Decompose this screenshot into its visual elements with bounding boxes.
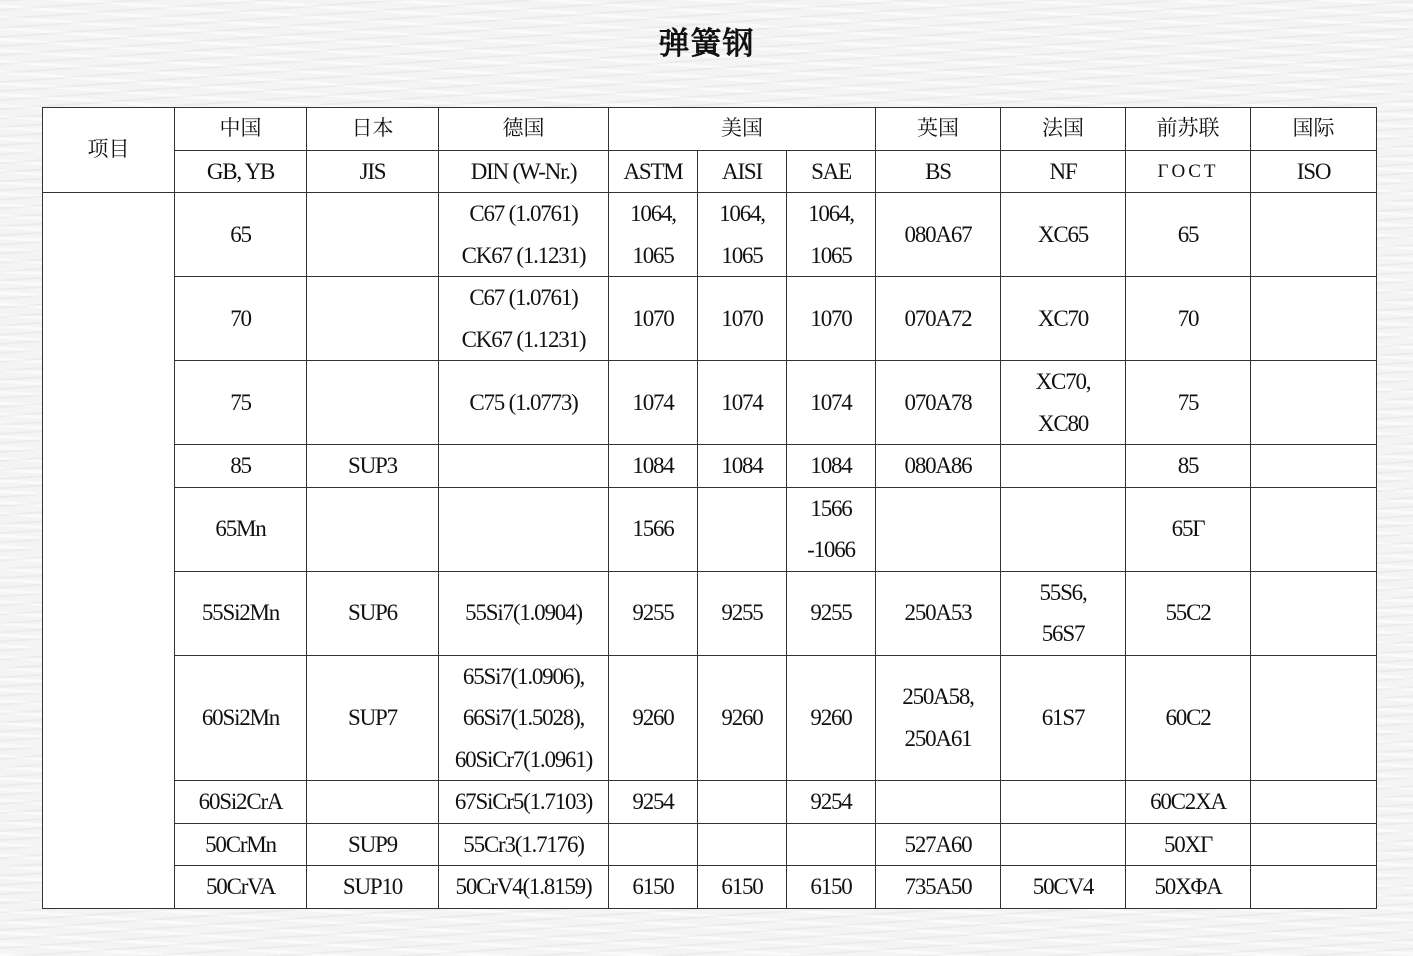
grade-us-aisi xyxy=(698,823,787,866)
cell-line: 250A53 xyxy=(904,600,972,626)
grade-cn-gb: 65 xyxy=(175,193,307,277)
grade-us-sae xyxy=(787,445,876,488)
cell-line: 250A58, xyxy=(902,684,974,710)
cell-line: 735A50 xyxy=(904,874,972,899)
cell-line: 9255 xyxy=(632,600,674,626)
grade-cn-gb: 85 xyxy=(175,445,307,488)
cell-line: 1070 xyxy=(810,305,852,331)
header-std-sae: SAE xyxy=(787,150,876,193)
grade-de-din xyxy=(439,487,609,571)
grade-us-astm xyxy=(609,823,698,866)
grade-uk-bs xyxy=(876,655,1001,781)
cell-line: 1566 xyxy=(632,516,674,542)
grade-jp-jis xyxy=(307,487,439,571)
grade-de-din xyxy=(439,277,609,361)
cell-line: 070A72 xyxy=(904,305,972,331)
header-country-ussr: 前苏联 xyxy=(1126,108,1251,151)
header-country-usa: 美国 xyxy=(609,108,876,151)
cell-line: 1084 xyxy=(721,453,763,478)
grade-us-aisi xyxy=(698,487,787,571)
grade-cn-gb: 50CrVA xyxy=(175,866,307,909)
grade-cn-gb: 75 xyxy=(175,361,307,445)
cell-line: 080A86 xyxy=(904,453,972,478)
grade-fr-nf xyxy=(1001,361,1126,445)
grade-fr-nf xyxy=(1001,193,1126,277)
grade-ussr-gost: 50XΓ xyxy=(1126,823,1251,866)
cell-line: 1566 xyxy=(810,495,852,521)
header-std-astm: ASTM xyxy=(609,150,698,193)
grade-de-din xyxy=(439,866,609,909)
header-std-aisi: AISI xyxy=(698,150,787,193)
grade-us-sae xyxy=(787,655,876,781)
header-country-uk: 英国 xyxy=(876,108,1001,151)
grade-uk-bs xyxy=(876,277,1001,361)
grade-uk-bs xyxy=(876,781,1001,824)
grade-us-aisi xyxy=(698,277,787,361)
grade-ussr-gost: 85 xyxy=(1126,445,1251,488)
cell-line: 6150 xyxy=(810,874,852,899)
grade-cn-gb: 70 xyxy=(175,277,307,361)
grade-iso xyxy=(1251,361,1377,445)
grade-fr-nf xyxy=(1001,445,1126,488)
cell-line: CK67 (1.1231) xyxy=(461,326,586,352)
cell-line: 1074 xyxy=(721,389,763,415)
grade-us-astm xyxy=(609,193,698,277)
page-title: 弹簧钢 xyxy=(658,26,755,62)
cell-line: XC65 xyxy=(1037,221,1089,247)
grade-ussr-gost: 65 xyxy=(1126,193,1251,277)
grade-uk-bs xyxy=(876,571,1001,655)
cell-line: 6150 xyxy=(632,874,674,899)
header-std-bs: BS xyxy=(876,150,1001,193)
grade-jp-jis: SUP10 xyxy=(307,866,439,909)
cell-line: C67 (1.0761) xyxy=(469,201,578,226)
grade-uk-bs xyxy=(876,361,1001,445)
grade-iso xyxy=(1251,487,1377,571)
header-std-iso: ISO xyxy=(1251,150,1377,193)
cell-line: 66Si7(1.5028), xyxy=(462,705,585,730)
grade-cn-gb: 65Mn xyxy=(175,487,307,571)
grade-us-sae xyxy=(787,277,876,361)
cell-line: 55S6, xyxy=(1039,579,1087,605)
grade-ussr-gost: 75 xyxy=(1126,361,1251,445)
grade-de-din xyxy=(439,193,609,277)
grade-cn-gb: 55Si2Mn xyxy=(175,571,307,655)
cell-line: 55Cr3(1.7176) xyxy=(463,831,584,857)
grade-us-astm xyxy=(609,277,698,361)
grade-jp-jis xyxy=(307,781,439,824)
grade-jp-jis xyxy=(307,193,439,277)
grade-us-astm xyxy=(609,655,698,781)
grade-us-aisi xyxy=(698,445,787,488)
header-country-japan: 日本 xyxy=(307,108,439,151)
grade-us-aisi xyxy=(698,655,787,781)
grade-cn-gb: 60Si2Mn xyxy=(175,655,307,781)
grade-fr-nf xyxy=(1001,823,1126,866)
cell-line: 9254 xyxy=(810,789,852,814)
grade-de-din xyxy=(439,655,609,781)
cell-line: 070A78 xyxy=(904,389,972,415)
grade-ussr-gost: 65Γ xyxy=(1126,487,1251,571)
cell-line: 1065 xyxy=(810,242,852,268)
cell-line: 080A67 xyxy=(904,221,972,247)
grade-iso xyxy=(1251,866,1377,909)
grade-us-astm xyxy=(609,781,698,824)
grade-fr-nf xyxy=(1001,487,1126,571)
cell-line: 1070 xyxy=(632,305,674,331)
cell-line: 1084 xyxy=(632,453,674,478)
grade-de-din xyxy=(439,781,609,824)
cell-line: 1064, xyxy=(630,201,676,226)
cell-line: 1065 xyxy=(721,242,763,268)
table-row xyxy=(43,655,1377,781)
header-std-gost: ΓOCT xyxy=(1126,150,1251,193)
item-column-blank xyxy=(43,193,175,909)
header-country-international: 国际 xyxy=(1251,108,1377,151)
grade-us-astm xyxy=(609,866,698,909)
cell-line: XC70, xyxy=(1035,369,1091,394)
grade-uk-bs xyxy=(876,487,1001,571)
grade-de-din xyxy=(439,361,609,445)
table-row xyxy=(43,361,1377,445)
cell-line: 9255 xyxy=(810,600,852,626)
cell-line: 1074 xyxy=(632,389,674,415)
steel-grade-table xyxy=(42,107,1377,909)
grade-us-sae xyxy=(787,361,876,445)
grade-us-sae xyxy=(787,487,876,571)
grade-jp-jis xyxy=(307,277,439,361)
table-body xyxy=(43,108,1377,909)
grade-cn-gb: 50CrMn xyxy=(175,823,307,866)
grade-ussr-gost: 55C2 xyxy=(1126,571,1251,655)
grade-iso xyxy=(1251,571,1377,655)
grade-iso xyxy=(1251,445,1377,488)
table-row xyxy=(43,277,1377,361)
grade-fr-nf xyxy=(1001,277,1126,361)
cell-line: 1064, xyxy=(808,201,854,226)
grade-us-sae xyxy=(787,571,876,655)
cell-line: -1066 xyxy=(807,537,855,562)
grade-de-din xyxy=(439,823,609,866)
cell-line: 1074 xyxy=(810,389,852,415)
grade-us-aisi xyxy=(698,781,787,824)
cell-line: 56S7 xyxy=(1041,621,1085,646)
cell-line: 527A60 xyxy=(904,831,972,857)
grade-us-sae xyxy=(787,193,876,277)
header-row-standards xyxy=(43,150,1377,193)
grade-ussr-gost: 60C2XA xyxy=(1126,781,1251,824)
header-std-gb: GB, YB xyxy=(175,150,307,193)
grade-ussr-gost: 60C2 xyxy=(1126,655,1251,781)
grade-uk-bs xyxy=(876,866,1001,909)
table-row xyxy=(43,445,1377,488)
grade-us-aisi xyxy=(698,193,787,277)
cell-line: 9260 xyxy=(810,705,852,730)
cell-line: 55Si7(1.0904) xyxy=(465,600,582,626)
grade-us-aisi xyxy=(698,571,787,655)
grade-us-astm xyxy=(609,361,698,445)
cell-line: C75 (1.0773) xyxy=(469,389,578,415)
header-row-countries xyxy=(43,108,1377,151)
cell-line: 50CrV4(1.8159) xyxy=(455,874,592,899)
cell-line: 9260 xyxy=(632,705,674,730)
grade-fr-nf xyxy=(1001,571,1126,655)
grade-jp-jis: SUP3 xyxy=(307,445,439,488)
grade-jp-jis xyxy=(307,361,439,445)
header-country-china: 中国 xyxy=(175,108,307,151)
grade-cn-gb: 60Si2CrA xyxy=(175,781,307,824)
grade-fr-nf xyxy=(1001,655,1126,781)
cell-line: 6150 xyxy=(721,874,763,899)
grade-us-sae xyxy=(787,866,876,909)
cell-line: 1065 xyxy=(632,242,674,268)
cell-line: 9254 xyxy=(632,789,674,814)
cell-line: 9255 xyxy=(721,600,763,626)
table-row xyxy=(43,487,1377,571)
header-std-jis: JIS xyxy=(307,150,439,193)
grade-us-astm xyxy=(609,445,698,488)
cell-line: XC70 xyxy=(1037,305,1089,331)
header-country-germany: 德国 xyxy=(439,108,609,151)
grade-jp-jis: SUP6 xyxy=(307,571,439,655)
grade-iso xyxy=(1251,781,1377,824)
grade-iso xyxy=(1251,193,1377,277)
table-row xyxy=(43,866,1377,909)
cell-line: 65Si7(1.0906), xyxy=(462,663,585,689)
cell-line: CK67 (1.1231) xyxy=(461,242,586,268)
table-row xyxy=(43,823,1377,866)
grade-uk-bs xyxy=(876,193,1001,277)
grade-uk-bs xyxy=(876,823,1001,866)
cell-line: 61S7 xyxy=(1041,705,1085,730)
grade-us-sae xyxy=(787,781,876,824)
cell-line: 50CV4 xyxy=(1032,874,1094,899)
grade-jp-jis: SUP7 xyxy=(307,655,439,781)
grade-iso xyxy=(1251,277,1377,361)
header-country-france: 法国 xyxy=(1001,108,1126,151)
grade-fr-nf xyxy=(1001,866,1126,909)
grade-iso xyxy=(1251,823,1377,866)
grade-ussr-gost: 50XΦA xyxy=(1126,866,1251,909)
grade-us-sae xyxy=(787,823,876,866)
grade-jp-jis: SUP9 xyxy=(307,823,439,866)
cell-line: 67SiCr5(1.7103) xyxy=(454,789,593,814)
table-row xyxy=(43,193,1377,277)
grade-us-aisi xyxy=(698,361,787,445)
table-row xyxy=(43,781,1377,824)
grade-de-din xyxy=(439,445,609,488)
cell-line: XC80 xyxy=(1037,410,1089,436)
grade-de-din xyxy=(439,571,609,655)
cell-line: 1064, xyxy=(719,201,765,226)
grade-fr-nf xyxy=(1001,781,1126,824)
cell-line: C67 (1.0761) xyxy=(469,285,578,310)
grade-us-aisi xyxy=(698,866,787,909)
grade-us-astm xyxy=(609,487,698,571)
grade-ussr-gost: 70 xyxy=(1126,277,1251,361)
header-std-din: DIN (W-Nr.) xyxy=(439,150,609,193)
header-item: 项目 xyxy=(43,108,175,193)
cell-line: 250A61 xyxy=(904,725,972,751)
cell-line: 9260 xyxy=(721,705,763,730)
grade-iso xyxy=(1251,655,1377,781)
header-std-nf: NF xyxy=(1001,150,1126,193)
cell-line: 1070 xyxy=(721,305,763,331)
grade-us-astm xyxy=(609,571,698,655)
cell-line: 1084 xyxy=(810,453,852,478)
cell-line: 60SiCr7(1.0961) xyxy=(454,746,593,772)
table-row xyxy=(43,571,1377,655)
grade-uk-bs xyxy=(876,445,1001,488)
